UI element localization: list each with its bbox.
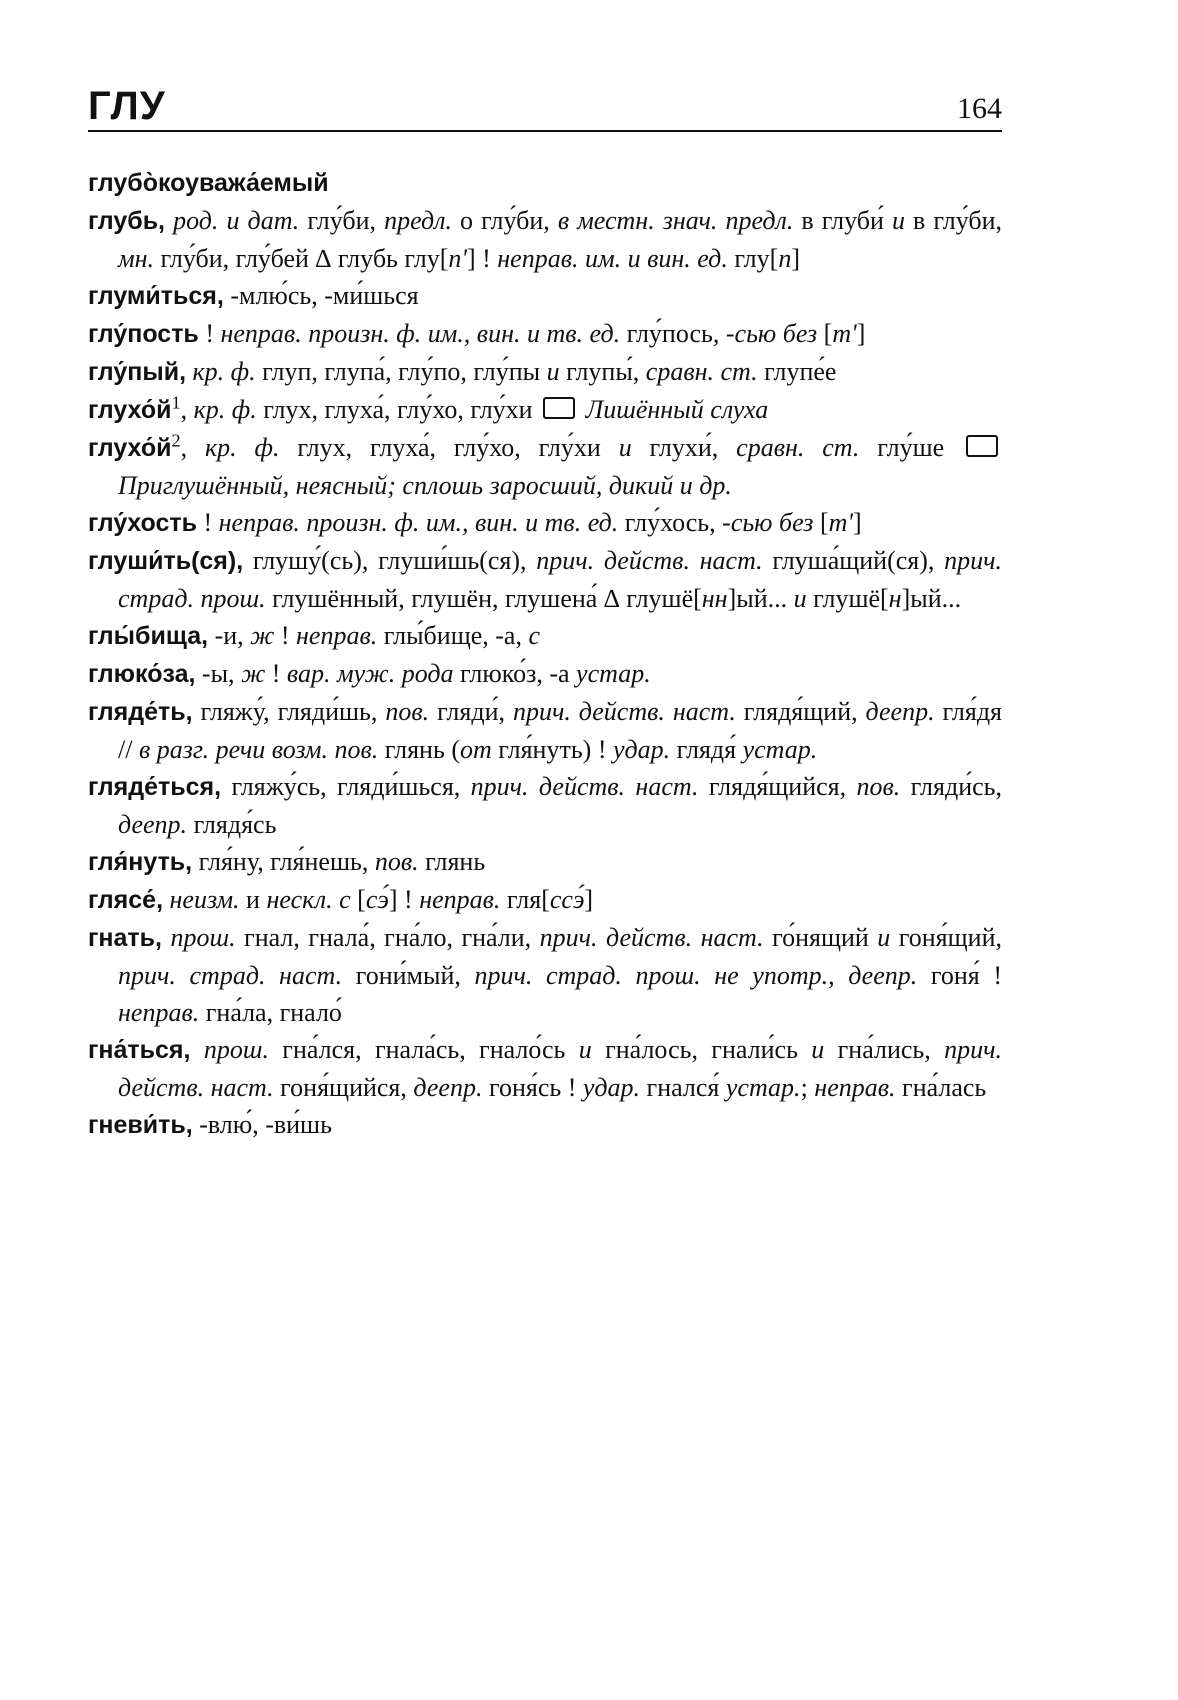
grammar-label: и [578,1035,592,1064]
entry-text: гоня́щийся, [273,1073,414,1102]
entry-text: гляжу́, гляди́шь, [192,697,386,726]
entry-text: ; [800,1073,815,1102]
grammar-label: неправ. им. и вин. ед. [497,244,728,273]
meaning-box-icon [966,435,998,457]
entry-text: гля́ну, гля́нешь, [192,847,375,876]
dictionary-entry [88,919,1002,1031]
grammar-label: устар. [576,659,651,688]
entry-text: глу[ [727,244,779,273]
entry-text: глу́би, [299,206,385,235]
grammar-label: неправ. [419,885,501,914]
headword: глухо́й [88,396,172,424]
grammar-label: в местн. знач. предл. [557,206,794,235]
grammar-label: сравн. ст. [645,357,758,386]
grammar-label: удар. [613,735,671,764]
entry-text: о глу́би, [451,206,558,235]
grammar-label: в разг. речи возм. пов. [138,735,379,764]
grammar-label: мн. [118,244,154,273]
entry-text: глянь [418,847,486,876]
grammar-label: неизм. [169,885,240,914]
grammar-label: кр. ф. [204,433,280,462]
grammar-label: прош. [203,1035,269,1064]
page-number: 164 [957,92,1002,125]
running-head-word: ГЛУ [88,84,166,128]
dictionary-entry [88,164,1002,202]
entry-text: глу́би, глу́бей ∆ глубь глу[ [154,244,449,273]
entry-text: гони́мый, [342,961,475,990]
grammar-label: Приглушённый, неясный; сплошь заросший, дикий и др. [118,471,732,500]
entry-text: гнал, гнала́, гна́ло, гна́ли, [235,923,540,952]
entry-text: глы́бище, -а, [377,621,529,650]
entry-text: гля́дя // [118,697,1003,764]
dictionary-entry [88,655,1002,693]
grammar-label: кр. ф. [193,395,257,424]
grammar-label: устар. [742,735,818,764]
grammar-label: пов. [385,697,430,726]
entry-text: глу́пось, [620,319,726,348]
headword: глуши́ть(ся), [88,547,244,575]
entry-text: глухи́, [631,433,737,462]
grammar-label: п [778,244,792,273]
entry-text: ] [584,885,594,914]
entry-text: гляди́сь, [900,772,1003,801]
entry-text: гна́лось, гнали́сь [591,1035,812,1064]
grammar-label: прич. действ. наст. [512,697,736,726]
homonym-index: 2 [171,430,181,451]
dictionary-entry [88,429,1002,504]
grammar-label: прич. действ. наст. [470,772,699,801]
entry-text: глушу́(сь), глуши́шь(ся), [243,546,537,575]
entry-text: глушё[ [806,584,889,613]
entry-text: [ [813,508,829,537]
entry-text: глушённый, глушён, глушена́ ∆ глушё[ [265,584,702,613]
entry-text: глядя́щийся, [698,772,857,801]
headword: глясе́, [88,886,164,914]
dictionary-entry [88,202,1002,277]
grammar-label: сравн. ст. [736,433,860,462]
entry-text: ! [274,621,297,650]
grammar-label: н [888,584,902,613]
entry-text: гна́лся, гнала́сь, гнало́сь [268,1035,579,1064]
dictionary-entry [88,1031,1002,1106]
grammar-label: нескл. с [266,885,351,914]
headword: гляде́ть, [88,698,193,726]
entry-text: ]ый... [901,584,962,613]
entry-text: глядя́щий, [735,697,866,726]
entry-text: гна́ла, гнало́ [199,998,342,1027]
headword: глубо̀коуважа́емый [88,169,329,197]
dictionary-entry [88,1106,1002,1144]
dictionary-entry [88,277,1002,315]
grammar-label: т' [828,508,853,537]
meaning-box-icon [543,397,575,419]
grammar-label: деепр. [118,810,188,839]
grammar-label: пов. [374,847,419,876]
entry-text: -ы, [195,659,242,688]
headword: гна́ться, [88,1036,191,1064]
entry-text: -и, [208,621,251,650]
entry-text: в глуби́ [793,206,892,235]
entry-text: глупы́, [559,357,646,386]
entry-text: глуп, глупа́, глу́по, глу́пы [255,357,547,386]
grammar-label: прич. действ. наст. [539,923,764,952]
entry-text: глупе́е [757,357,837,386]
entry-text: -млю́сь, -ми́шься [223,281,419,310]
grammar-label: и [618,433,632,462]
grammar-label: деепр. [413,1073,483,1102]
entry-text: ] ! [466,244,498,273]
grammar-label: прош. [170,923,236,952]
grammar-label: удар. [582,1073,641,1102]
grammar-label: пов. [856,772,901,801]
entry-text: глух, глуха́, глу́хо, глу́хи [279,433,619,462]
grammar-label: вар. муж. рода [286,659,454,688]
grammar-label: неправ. произн. ф. им., вин. и тв. ед. [218,508,619,537]
entry-text: , [180,395,194,424]
entry-text: ] ! [388,885,420,914]
dictionary-entry [88,353,1002,391]
entry-text: -влю́, -ви́шь [192,1110,332,1139]
grammar-label: п' [448,244,467,273]
dictionary-entry [88,768,1002,843]
headword: глу́хость [88,509,197,537]
grammar-label: ж [241,659,266,688]
dictionary-entry [88,504,1002,542]
dictionary-page [88,78,1002,1144]
entry-text: ! [196,508,219,537]
dictionary-entry [88,693,1002,768]
entry-text: гоня́щий, [890,923,1002,952]
grammar-label: -сью без [725,319,818,348]
headword: гля́нуть, [88,848,193,876]
grammar-label: неправ. [814,1073,896,1102]
entry-text [165,206,173,235]
headword: глухо́й [88,434,172,462]
entry-text: гна́лась [895,1073,987,1102]
entry-text [190,1035,203,1064]
headword: гляде́ться, [88,773,222,801]
entry-text: гляди́, [429,697,513,726]
entry-text: гля[ [500,885,550,914]
entry-text: и [239,885,267,914]
dictionary-entry [88,881,1002,919]
dictionary-entry [88,315,1002,353]
entry-text: ! [198,319,221,348]
entry-text: , [180,433,205,462]
entry-text: гляжу́сь, гляди́шься, [221,772,471,801]
dictionary-entries [88,164,1002,1144]
running-head [88,78,1002,132]
grammar-label: т' [832,319,857,348]
entry-text: гнался́ [640,1073,726,1102]
entry-text: гоня́ ! [917,961,1002,990]
grammar-label: устар. [725,1073,801,1102]
grammar-label: прич. действ. наст. [118,1035,1003,1102]
entry-text: го́нящий [763,923,878,952]
entry-text: в глу́би, [904,206,1002,235]
headword: глюко́за, [88,660,196,688]
grammar-label: ж [250,621,275,650]
entry-text: глу́ше [859,433,963,462]
entry-text: глюко́з, -а [453,659,577,688]
headword: глу́пость [88,320,199,348]
grammar-label: род. и дат. [173,206,300,235]
entry-text: гля́нуть) ! [491,735,613,764]
grammar-label: сэ́ [365,885,389,914]
grammar-label: прич. страд. наст. [118,961,343,990]
headword: глу́пый, [88,358,187,386]
grammar-label: и [877,923,891,952]
entry-text: глу́хось, [618,508,723,537]
entry-text: ] [852,508,862,537]
entry-text: гна́лись, [824,1035,945,1064]
grammar-label: неправ. произн. ф. им., вин. и тв. ед. [220,319,621,348]
entry-text: ] [856,319,866,348]
grammar-label: прич. действ. наст. [536,546,763,575]
entry-text: ! [265,659,287,688]
headword: гнать, [88,924,162,952]
grammar-label: с [528,621,541,650]
headword: гневи́ть, [88,1111,193,1139]
entry-text: [ [817,319,833,348]
grammar-label: прич. страд. прош. [118,546,1003,613]
dictionary-entry [88,617,1002,655]
grammar-label: кр. ф. [192,357,256,386]
entry-text: глядя́сь [187,810,277,839]
grammar-label: предл. [384,206,452,235]
headword: глубь, [88,207,166,235]
grammar-label: нн [701,584,728,613]
grammar-label: и [891,206,905,235]
entry-text: глянь ( [378,735,460,764]
grammar-label: ссэ́ [549,885,585,914]
grammar-label: от [459,735,492,764]
entry-text: ] [791,244,800,273]
grammar-label: -сью без [722,508,814,537]
homonym-index: 1 [171,392,181,413]
grammar-label: Лишённый слуха [585,395,769,424]
grammar-label: и [811,1035,825,1064]
entry-text: [ [350,885,366,914]
grammar-label: неправ. [118,998,200,1027]
dictionary-entry [88,542,1002,617]
dictionary-entry [88,843,1002,881]
headword: глы́бища, [88,622,209,650]
dictionary-entry [88,391,1002,429]
entry-text: ]ый... [727,584,794,613]
entry-text: глядя́ [670,735,743,764]
entry-text: гоня́сь ! [482,1073,583,1102]
grammar-label: прич. страд. прош. не употр., деепр. [474,961,918,990]
entry-text: глуша́щий(ся), [762,546,945,575]
entry-text: глух, глуха́, глу́хо, глу́хи [256,395,540,424]
headword: глуми́ться, [88,282,224,310]
grammar-label: неправ. [296,621,378,650]
grammar-label: деепр. [865,697,935,726]
grammar-label: и [793,584,807,613]
grammar-label: и [546,357,560,386]
